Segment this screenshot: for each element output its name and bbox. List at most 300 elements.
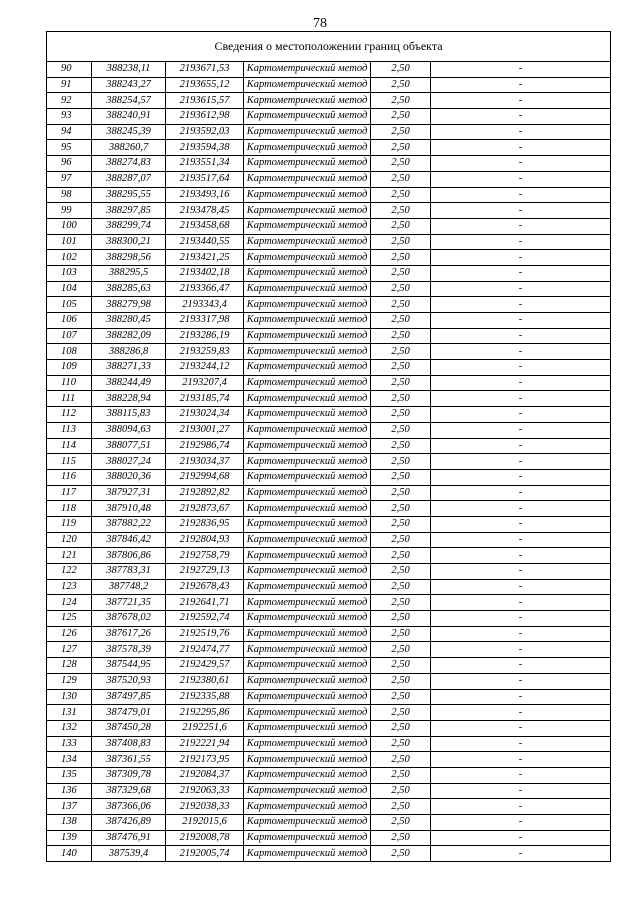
- accuracy-cell: 2,50: [371, 375, 431, 391]
- method-cell: Картометрический метод: [244, 422, 371, 438]
- table-row: [47, 469, 611, 485]
- method-cell: Картометрический метод: [244, 313, 371, 329]
- accuracy-cell: 2,50: [371, 93, 431, 109]
- table-row: [47, 62, 611, 78]
- x-coordinate-cell: 388295,5: [92, 265, 166, 281]
- table-row: [47, 532, 611, 548]
- table-row: [47, 265, 611, 281]
- note-cell: -: [431, 203, 611, 219]
- method-cell: Картометрический метод: [244, 469, 371, 485]
- accuracy-cell: 2,50: [371, 532, 431, 548]
- note-cell: -: [431, 62, 611, 78]
- table-row: [47, 328, 611, 344]
- table-row: [47, 799, 611, 815]
- x-coordinate-cell: 388238,11: [92, 62, 166, 78]
- accuracy-cell: 2,50: [371, 579, 431, 595]
- x-coordinate-cell: 388285,63: [92, 281, 166, 297]
- accuracy-cell: 2,50: [371, 689, 431, 705]
- point-number-cell: 90: [47, 62, 92, 78]
- point-number-cell: 122: [47, 564, 92, 580]
- x-coordinate-cell: 387309,78: [92, 767, 166, 783]
- y-coordinate-cell: 2192994,68: [166, 469, 244, 485]
- note-cell: -: [431, 564, 611, 580]
- accuracy-cell: 2,50: [371, 77, 431, 93]
- method-cell: Картометрический метод: [244, 532, 371, 548]
- y-coordinate-cell: 2192474,77: [166, 642, 244, 658]
- y-coordinate-cell: 2193034,37: [166, 454, 244, 470]
- accuracy-cell: 2,50: [371, 752, 431, 768]
- method-cell: Картометрический метод: [244, 375, 371, 391]
- note-cell: -: [431, 595, 611, 611]
- accuracy-cell: 2,50: [371, 250, 431, 266]
- x-coordinate-cell: 387366,06: [92, 799, 166, 815]
- y-coordinate-cell: 2193517,64: [166, 171, 244, 187]
- method-cell: Картометрический метод: [244, 705, 371, 721]
- table-row: [47, 140, 611, 156]
- x-coordinate-cell: 387927,31: [92, 485, 166, 501]
- method-cell: Картометрический метод: [244, 250, 371, 266]
- method-cell: Картометрический метод: [244, 815, 371, 831]
- method-cell: Картометрический метод: [244, 564, 371, 580]
- method-cell: Картометрический метод: [244, 124, 371, 140]
- x-coordinate-cell: 387783,31: [92, 564, 166, 580]
- y-coordinate-cell: 2193244,12: [166, 360, 244, 376]
- point-number-cell: 109: [47, 360, 92, 376]
- accuracy-cell: 2,50: [371, 548, 431, 564]
- y-coordinate-cell: 2193551,34: [166, 156, 244, 172]
- point-number-cell: 138: [47, 815, 92, 831]
- table-row: [47, 281, 611, 297]
- method-cell: Картометрический метод: [244, 642, 371, 658]
- method-cell: Картометрический метод: [244, 485, 371, 501]
- y-coordinate-cell: 2193615,57: [166, 93, 244, 109]
- y-coordinate-cell: 2192221,94: [166, 736, 244, 752]
- point-number-cell: 133: [47, 736, 92, 752]
- accuracy-cell: 2,50: [371, 516, 431, 532]
- method-cell: Картометрический метод: [244, 611, 371, 627]
- y-coordinate-cell: 2193259,83: [166, 344, 244, 360]
- y-coordinate-cell: 2193655,12: [166, 77, 244, 93]
- x-coordinate-cell: 387806,86: [92, 548, 166, 564]
- note-cell: -: [431, 501, 611, 517]
- method-cell: Картометрический метод: [244, 752, 371, 768]
- y-coordinate-cell: 2192063,33: [166, 783, 244, 799]
- y-coordinate-cell: 2193286,19: [166, 328, 244, 344]
- note-cell: -: [431, 313, 611, 329]
- x-coordinate-cell: 387408,83: [92, 736, 166, 752]
- method-cell: Картометрический метод: [244, 171, 371, 187]
- table-row: [47, 626, 611, 642]
- accuracy-cell: 2,50: [371, 438, 431, 454]
- point-number-cell: 124: [47, 595, 92, 611]
- note-cell: -: [431, 109, 611, 125]
- note-cell: -: [431, 815, 611, 831]
- y-coordinate-cell: 2192873,67: [166, 501, 244, 517]
- y-coordinate-cell: 2193458,68: [166, 218, 244, 234]
- table-row: [47, 815, 611, 831]
- table-row: [47, 564, 611, 580]
- y-coordinate-cell: 2192804,93: [166, 532, 244, 548]
- note-cell: -: [431, 736, 611, 752]
- point-number-cell: 134: [47, 752, 92, 768]
- note-cell: -: [431, 689, 611, 705]
- accuracy-cell: 2,50: [371, 297, 431, 313]
- y-coordinate-cell: 2193402,18: [166, 265, 244, 281]
- method-cell: Картометрический метод: [244, 297, 371, 313]
- method-cell: Картометрический метод: [244, 265, 371, 281]
- point-number-cell: 102: [47, 250, 92, 266]
- point-number-cell: 121: [47, 548, 92, 564]
- method-cell: Картометрический метод: [244, 203, 371, 219]
- point-number-cell: 120: [47, 532, 92, 548]
- table-row: [47, 438, 611, 454]
- accuracy-cell: 2,50: [371, 767, 431, 783]
- method-cell: Картометрический метод: [244, 328, 371, 344]
- y-coordinate-cell: 2192380,61: [166, 673, 244, 689]
- accuracy-cell: 2,50: [371, 626, 431, 642]
- point-number-cell: 110: [47, 375, 92, 391]
- table-row: [47, 673, 611, 689]
- x-coordinate-cell: 388295,55: [92, 187, 166, 203]
- point-number-cell: 92: [47, 93, 92, 109]
- y-coordinate-cell: 2192758,79: [166, 548, 244, 564]
- point-number-cell: 115: [47, 454, 92, 470]
- note-cell: -: [431, 265, 611, 281]
- point-number-cell: 95: [47, 140, 92, 156]
- table-row: [47, 77, 611, 93]
- point-number-cell: 139: [47, 830, 92, 846]
- x-coordinate-cell: 388298,56: [92, 250, 166, 266]
- x-coordinate-cell: 387361,55: [92, 752, 166, 768]
- table-row: [47, 485, 611, 501]
- point-number-cell: 111: [47, 391, 92, 407]
- note-cell: -: [431, 516, 611, 532]
- accuracy-cell: 2,50: [371, 783, 431, 799]
- note-cell: -: [431, 485, 611, 501]
- note-cell: -: [431, 156, 611, 172]
- y-coordinate-cell: 2193421,25: [166, 250, 244, 266]
- method-cell: Картометрический метод: [244, 579, 371, 595]
- accuracy-cell: 2,50: [371, 203, 431, 219]
- note-cell: -: [431, 799, 611, 815]
- table-row: [47, 124, 611, 140]
- method-cell: Картометрический метод: [244, 548, 371, 564]
- x-coordinate-cell: 388027,24: [92, 454, 166, 470]
- note-cell: -: [431, 548, 611, 564]
- point-number-cell: 97: [47, 171, 92, 187]
- note-cell: -: [431, 77, 611, 93]
- table-row: [47, 830, 611, 846]
- point-number-cell: 93: [47, 109, 92, 125]
- note-cell: -: [431, 673, 611, 689]
- accuracy-cell: 2,50: [371, 611, 431, 627]
- accuracy-cell: 2,50: [371, 658, 431, 674]
- x-coordinate-cell: 388260,7: [92, 140, 166, 156]
- method-cell: Картометрический метод: [244, 626, 371, 642]
- page-number: 78: [313, 16, 327, 31]
- y-coordinate-cell: 2193478,45: [166, 203, 244, 219]
- y-coordinate-cell: 2193024,34: [166, 407, 244, 423]
- accuracy-cell: 2,50: [371, 673, 431, 689]
- x-coordinate-cell: 387497,85: [92, 689, 166, 705]
- accuracy-cell: 2,50: [371, 815, 431, 831]
- accuracy-cell: 2,50: [371, 642, 431, 658]
- table-row: [47, 171, 611, 187]
- table-row: [47, 611, 611, 627]
- note-cell: -: [431, 438, 611, 454]
- y-coordinate-cell: 2192641,71: [166, 595, 244, 611]
- table-row: [47, 658, 611, 674]
- y-coordinate-cell: 2192173,95: [166, 752, 244, 768]
- note-cell: -: [431, 375, 611, 391]
- x-coordinate-cell: 387678,02: [92, 611, 166, 627]
- accuracy-cell: 2,50: [371, 407, 431, 423]
- y-coordinate-cell: 2192084,37: [166, 767, 244, 783]
- y-coordinate-cell: 2193001,27: [166, 422, 244, 438]
- x-coordinate-cell: 387426,89: [92, 815, 166, 831]
- x-coordinate-cell: 388286,8: [92, 344, 166, 360]
- method-cell: Картометрический метод: [244, 77, 371, 93]
- method-cell: Картометрический метод: [244, 595, 371, 611]
- point-number-cell: 94: [47, 124, 92, 140]
- accuracy-cell: 2,50: [371, 846, 431, 862]
- method-cell: Картометрический метод: [244, 218, 371, 234]
- accuracy-cell: 2,50: [371, 360, 431, 376]
- y-coordinate-cell: 2192015,6: [166, 815, 244, 831]
- accuracy-cell: 2,50: [371, 328, 431, 344]
- accuracy-cell: 2,50: [371, 156, 431, 172]
- method-cell: Картометрический метод: [244, 234, 371, 250]
- point-number-cell: 101: [47, 234, 92, 250]
- note-cell: -: [431, 783, 611, 799]
- note-cell: -: [431, 281, 611, 297]
- method-cell: Картометрический метод: [244, 62, 371, 78]
- y-coordinate-cell: 2192986,74: [166, 438, 244, 454]
- accuracy-cell: 2,50: [371, 705, 431, 721]
- point-number-cell: 104: [47, 281, 92, 297]
- note-cell: -: [431, 140, 611, 156]
- method-cell: Картометрический метод: [244, 156, 371, 172]
- accuracy-cell: 2,50: [371, 799, 431, 815]
- y-coordinate-cell: 2193612,98: [166, 109, 244, 125]
- y-coordinate-cell: 2193366,47: [166, 281, 244, 297]
- table-row: [47, 218, 611, 234]
- accuracy-cell: 2,50: [371, 595, 431, 611]
- x-coordinate-cell: 387539,4: [92, 846, 166, 862]
- y-coordinate-cell: 2192592,74: [166, 611, 244, 627]
- note-cell: -: [431, 391, 611, 407]
- table-title-row: [47, 32, 611, 62]
- table-row: [47, 407, 611, 423]
- table-row: [47, 422, 611, 438]
- x-coordinate-cell: 388240,91: [92, 109, 166, 125]
- boundary-coordinates-table: [46, 31, 611, 862]
- x-coordinate-cell: 388244,49: [92, 375, 166, 391]
- accuracy-cell: 2,50: [371, 422, 431, 438]
- x-coordinate-cell: 388115,83: [92, 407, 166, 423]
- table-row: [47, 579, 611, 595]
- x-coordinate-cell: 388228,94: [92, 391, 166, 407]
- note-cell: -: [431, 422, 611, 438]
- point-number-cell: 123: [47, 579, 92, 595]
- table-row: [47, 736, 611, 752]
- x-coordinate-cell: 388280,45: [92, 313, 166, 329]
- table-row: [47, 203, 611, 219]
- y-coordinate-cell: 2193671,53: [166, 62, 244, 78]
- table-row: [47, 156, 611, 172]
- table-row: [47, 360, 611, 376]
- table-row: [47, 689, 611, 705]
- point-number-cell: 116: [47, 469, 92, 485]
- accuracy-cell: 2,50: [371, 564, 431, 580]
- point-number-cell: 113: [47, 422, 92, 438]
- y-coordinate-cell: 2192729,13: [166, 564, 244, 580]
- y-coordinate-cell: 2193440,55: [166, 234, 244, 250]
- y-coordinate-cell: 2192008,78: [166, 830, 244, 846]
- method-cell: Картометрический метод: [244, 846, 371, 862]
- accuracy-cell: 2,50: [371, 344, 431, 360]
- accuracy-cell: 2,50: [371, 187, 431, 203]
- table-row: [47, 516, 611, 532]
- x-coordinate-cell: 387520,93: [92, 673, 166, 689]
- x-coordinate-cell: 387748,2: [92, 579, 166, 595]
- accuracy-cell: 2,50: [371, 485, 431, 501]
- point-number-cell: 96: [47, 156, 92, 172]
- table-row: [47, 187, 611, 203]
- point-number-cell: 106: [47, 313, 92, 329]
- y-coordinate-cell: 2192519,76: [166, 626, 244, 642]
- x-coordinate-cell: 387617,26: [92, 626, 166, 642]
- note-cell: -: [431, 407, 611, 423]
- method-cell: Картометрический метод: [244, 658, 371, 674]
- x-coordinate-cell: 388287,07: [92, 171, 166, 187]
- y-coordinate-cell: 2192005,74: [166, 846, 244, 862]
- method-cell: Картометрический метод: [244, 516, 371, 532]
- note-cell: -: [431, 187, 611, 203]
- accuracy-cell: 2,50: [371, 218, 431, 234]
- method-cell: Картометрический метод: [244, 799, 371, 815]
- accuracy-cell: 2,50: [371, 501, 431, 517]
- accuracy-cell: 2,50: [371, 391, 431, 407]
- accuracy-cell: 2,50: [371, 830, 431, 846]
- accuracy-cell: 2,50: [371, 109, 431, 125]
- note-cell: -: [431, 720, 611, 736]
- method-cell: Картометрический метод: [244, 454, 371, 470]
- x-coordinate-cell: 388279,98: [92, 297, 166, 313]
- x-coordinate-cell: 388274,83: [92, 156, 166, 172]
- point-number-cell: 117: [47, 485, 92, 501]
- note-cell: -: [431, 830, 611, 846]
- accuracy-cell: 2,50: [371, 454, 431, 470]
- method-cell: Картометрический метод: [244, 281, 371, 297]
- x-coordinate-cell: 388282,09: [92, 328, 166, 344]
- note-cell: -: [431, 532, 611, 548]
- note-cell: -: [431, 579, 611, 595]
- x-coordinate-cell: 387450,28: [92, 720, 166, 736]
- note-cell: -: [431, 469, 611, 485]
- table-row: [47, 454, 611, 470]
- y-coordinate-cell: 2192038,33: [166, 799, 244, 815]
- method-cell: Картометрический метод: [244, 783, 371, 799]
- y-coordinate-cell: 2193592,03: [166, 124, 244, 140]
- point-number-cell: 105: [47, 297, 92, 313]
- x-coordinate-cell: 387578,39: [92, 642, 166, 658]
- note-cell: -: [431, 234, 611, 250]
- point-number-cell: 128: [47, 658, 92, 674]
- table-row: [47, 767, 611, 783]
- note-cell: -: [431, 328, 611, 344]
- accuracy-cell: 2,50: [371, 265, 431, 281]
- accuracy-cell: 2,50: [371, 720, 431, 736]
- point-number-cell: 118: [47, 501, 92, 517]
- method-cell: Картометрический метод: [244, 689, 371, 705]
- x-coordinate-cell: 387329,68: [92, 783, 166, 799]
- y-coordinate-cell: 2192836,95: [166, 516, 244, 532]
- point-number-cell: 135: [47, 767, 92, 783]
- note-cell: -: [431, 250, 611, 266]
- point-number-cell: 126: [47, 626, 92, 642]
- y-coordinate-cell: 2193185,74: [166, 391, 244, 407]
- accuracy-cell: 2,50: [371, 234, 431, 250]
- method-cell: Картометрический метод: [244, 344, 371, 360]
- note-cell: -: [431, 705, 611, 721]
- method-cell: Картометрический метод: [244, 501, 371, 517]
- table-row: [47, 313, 611, 329]
- point-number-cell: 130: [47, 689, 92, 705]
- point-number-cell: 103: [47, 265, 92, 281]
- note-cell: -: [431, 218, 611, 234]
- x-coordinate-cell: 387882,22: [92, 516, 166, 532]
- point-number-cell: 127: [47, 642, 92, 658]
- method-cell: Картометрический метод: [244, 391, 371, 407]
- x-coordinate-cell: 388245,39: [92, 124, 166, 140]
- y-coordinate-cell: 2192678,43: [166, 579, 244, 595]
- point-number-cell: 137: [47, 799, 92, 815]
- note-cell: -: [431, 454, 611, 470]
- note-cell: -: [431, 344, 611, 360]
- point-number-cell: 125: [47, 611, 92, 627]
- table-body: [47, 32, 611, 862]
- point-number-cell: 136: [47, 783, 92, 799]
- point-number-cell: 112: [47, 407, 92, 423]
- table-row: [47, 297, 611, 313]
- method-cell: Картометрический метод: [244, 109, 371, 125]
- accuracy-cell: 2,50: [371, 171, 431, 187]
- y-coordinate-cell: 2192295,86: [166, 705, 244, 721]
- accuracy-cell: 2,50: [371, 469, 431, 485]
- table-row: [47, 375, 611, 391]
- point-number-cell: 131: [47, 705, 92, 721]
- point-number-cell: 98: [47, 187, 92, 203]
- method-cell: Картометрический метод: [244, 767, 371, 783]
- x-coordinate-cell: 388254,57: [92, 93, 166, 109]
- table-row: [47, 705, 611, 721]
- table-row: [47, 752, 611, 768]
- note-cell: -: [431, 658, 611, 674]
- point-number-cell: 107: [47, 328, 92, 344]
- x-coordinate-cell: 388299,74: [92, 218, 166, 234]
- method-cell: Картометрический метод: [244, 93, 371, 109]
- x-coordinate-cell: 387479,01: [92, 705, 166, 721]
- method-cell: Картометрический метод: [244, 140, 371, 156]
- note-cell: -: [431, 846, 611, 862]
- note-cell: -: [431, 93, 611, 109]
- point-number-cell: 114: [47, 438, 92, 454]
- point-number-cell: 119: [47, 516, 92, 532]
- table-row: [47, 93, 611, 109]
- x-coordinate-cell: 387544,95: [92, 658, 166, 674]
- point-number-cell: 91: [47, 77, 92, 93]
